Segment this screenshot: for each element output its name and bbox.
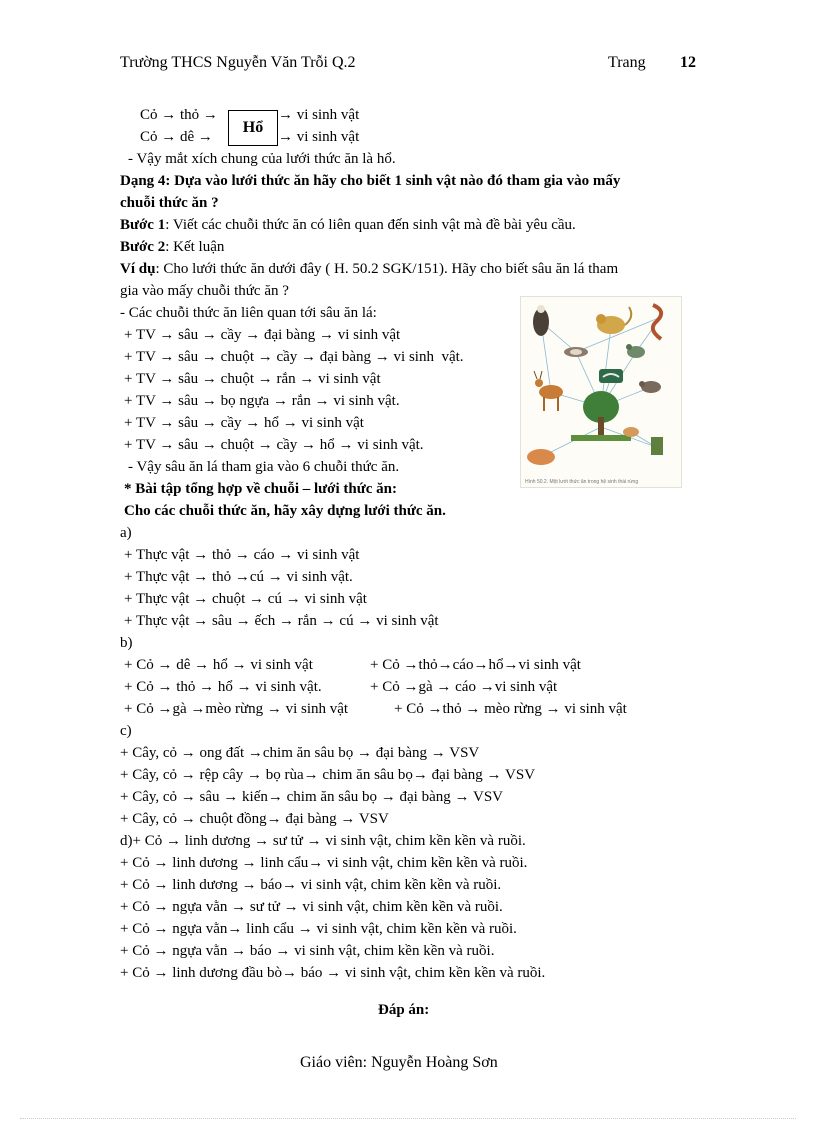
part-b-chain-1: + Cỏ → dê → hổ → vi sinh vật (124, 657, 313, 673)
part-d-chain-6: + Cỏ → ngựa vằn → báo → vi sinh vật, chim kền kền và ruồi. (120, 943, 495, 959)
part-b-chain-3: + Cỏ → thỏ → hổ → vi sinh vật. (124, 679, 322, 695)
chain-line-1-left: Cỏ → thỏ → (140, 107, 218, 123)
page-bottom-divider (20, 1118, 796, 1119)
part-c-chain-4: + Cây, cỏ → chuột đồng→ đại bàng → VSV (120, 811, 389, 827)
step2-label: Bước 2 (120, 239, 166, 255)
step1 (120, 214, 700, 236)
step2 (120, 236, 700, 258)
part-d-chain-5: + Cỏ → ngựa vằn→ linh cẩu → vi sinh vật, chim kền kền và ruồi. (120, 921, 517, 937)
part-c-chain-2: + Cây, cỏ → rệp cây → bọ rùa→ chim ăn sâu bọ→ đại bàng → VSV (120, 767, 536, 783)
part-d-chain-7: + Cỏ → linh dương đầu bò→ báo → vi sinh vật, chim kền kền và ruồi. (120, 965, 546, 981)
part-b-label: b) (120, 635, 133, 651)
conclusion-common-link: - Vậy mắt xích chung của lưới thức ăn là hổ. (128, 151, 396, 167)
common-link-box: Hổ (228, 110, 278, 146)
part-b-chain-2: + Cỏ →thỏ→cáo→hổ→vi sinh vật (370, 657, 581, 673)
example-line1 (120, 258, 700, 280)
example-text-1: : Cho lưới thức ăn dưới đây ( H. 50.2 SGK/151). Hãy cho biết sâu ăn lá tham (155, 261, 619, 277)
conclusion-caterpillar: - Vậy sâu ăn lá tham gia vào 6 chuỗi thức ăn. (128, 459, 400, 475)
chain-line-2-left: Cỏ → dê → (140, 129, 213, 145)
part-b-row-1 (120, 654, 700, 676)
part-d-chain-4: + Cỏ → ngựa vằn → sư tử → vi sinh vật, chim kền kền và ruồi. (120, 899, 503, 915)
part-b-chain-4: + Cỏ →gà → cáo →vi sinh vật (370, 679, 558, 695)
rat-icon (639, 381, 661, 393)
mushroom-icon (527, 427, 663, 465)
part-a-chain-2: + Thực vật → thỏ →cú → vi sinh vật. (124, 569, 353, 585)
related-chain-5: + TV → sâu → cầy → hổ → vi sinh vật (124, 415, 364, 431)
food-web-figure (520, 296, 682, 488)
example-line2: gia vào mấy chuỗi thức ăn ? (120, 283, 289, 299)
food-web-caption: Hình 50.2. Một lưới thức ăn trong hệ sinh thái rừng (525, 479, 639, 485)
part-c-chain-1: + Cây, cỏ → ong đất →chim ăn sâu bọ → đại bàng → VSV (120, 745, 480, 761)
related-chains-intro: - Các chuỗi thức ăn liên quan tới sâu ăn lá: (120, 305, 377, 321)
part-d-chain-3: + Cỏ → linh dương → báo→ vi sinh vật, chim kền kền và ruồi. (120, 877, 502, 893)
answer-title: Đáp án: (378, 1002, 430, 1018)
part-b-row-3 (120, 698, 700, 720)
part-c-label: c) (120, 723, 132, 739)
part-a-chain-1: + Thực vật → thỏ → cáo → vi sinh vật (124, 547, 360, 563)
part-d-chain-2: + Cỏ → linh dương → linh cẩu→ vi sinh vật, chim kền kền và ruồi. (120, 855, 528, 871)
teacher-footer: Giáo viên: Nguyễn Hoàng Sơn (300, 1054, 498, 1071)
chain-line-1-right: → vi sinh vật (278, 107, 360, 123)
related-chain-1: + TV → sâu → cầy → đại bàng → vi sinh vật (124, 327, 401, 343)
part-d-chain-1: d)+ Cỏ → linh dương → sư tử → vi sinh vật, chim kền kền và ruồi. (120, 833, 526, 849)
part-b-chain-5: + Cỏ →gà →mèo rừng → vi sinh vật (124, 701, 349, 717)
step2-text: : Kết luận (165, 239, 225, 255)
step1-label: Bước 1 (120, 217, 166, 233)
exercise-task: Cho các chuỗi thức ăn, hãy xây dựng lưới thức ăn. (124, 503, 446, 519)
eagle-icon (533, 305, 549, 336)
related-chain-6: + TV → sâu → chuột → cầy → hổ → vi sinh vật. (124, 437, 424, 453)
food-web-illustration (521, 297, 681, 487)
school-name: Trường THCS Nguyễn Văn Trỗi Q.2 (120, 54, 356, 71)
civet-icon (596, 307, 631, 334)
mantis-icon (564, 347, 588, 357)
related-chain-3: + TV → sâu → chuột → rắn → vi sinh vật (124, 371, 381, 387)
caterpillar-icon (599, 369, 623, 383)
related-chain-4: + TV → sâu → bọ ngựa → rắn → vi sinh vật. (124, 393, 400, 409)
type4-title-line2: chuỗi thức ăn ? (120, 195, 219, 211)
part-b-chain-6: + Cỏ →thỏ → mèo rừng → vi sinh vật (394, 701, 627, 717)
type4-title-line1: Dạng 4: Dựa vào lưới thức ăn hãy cho biết 1 sinh vật nào đó tham gia vào mấy (120, 173, 621, 189)
related-chain-2: + TV → sâu → chuột → cầy → đại bàng → vi sinh vật. (124, 349, 464, 365)
part-a-chain-4: + Thực vật → sâu → ếch → rắn → cú → vi sinh vật (124, 613, 439, 629)
page-header (120, 54, 700, 76)
part-b-row-2 (120, 676, 700, 698)
tiger-chain-block (120, 104, 700, 148)
snake-icon (653, 305, 661, 339)
part-a-label: a) (120, 525, 132, 541)
exercise-title: * Bài tập tổng hợp về chuỗi – lưới thức ăn: (124, 481, 397, 497)
bird-icon (626, 344, 645, 358)
page-label: Trang (608, 54, 646, 71)
page-number: 12 (680, 54, 696, 71)
chain-line-2-right: → vi sinh vật (278, 129, 360, 145)
step1-text: : Viết các chuỗi thức ăn có liên quan đến sinh vật mà đề bài yêu cầu. (165, 217, 576, 233)
part-a-chain-3: + Thực vật → chuột → cú → vi sinh vật (124, 591, 367, 607)
part-c-chain-3: + Cây, cỏ → sâu → kiến→ chim ăn sâu bọ → đại bàng → VSV (120, 789, 503, 805)
example-label: Ví dụ (120, 261, 156, 277)
document-body (120, 104, 700, 984)
